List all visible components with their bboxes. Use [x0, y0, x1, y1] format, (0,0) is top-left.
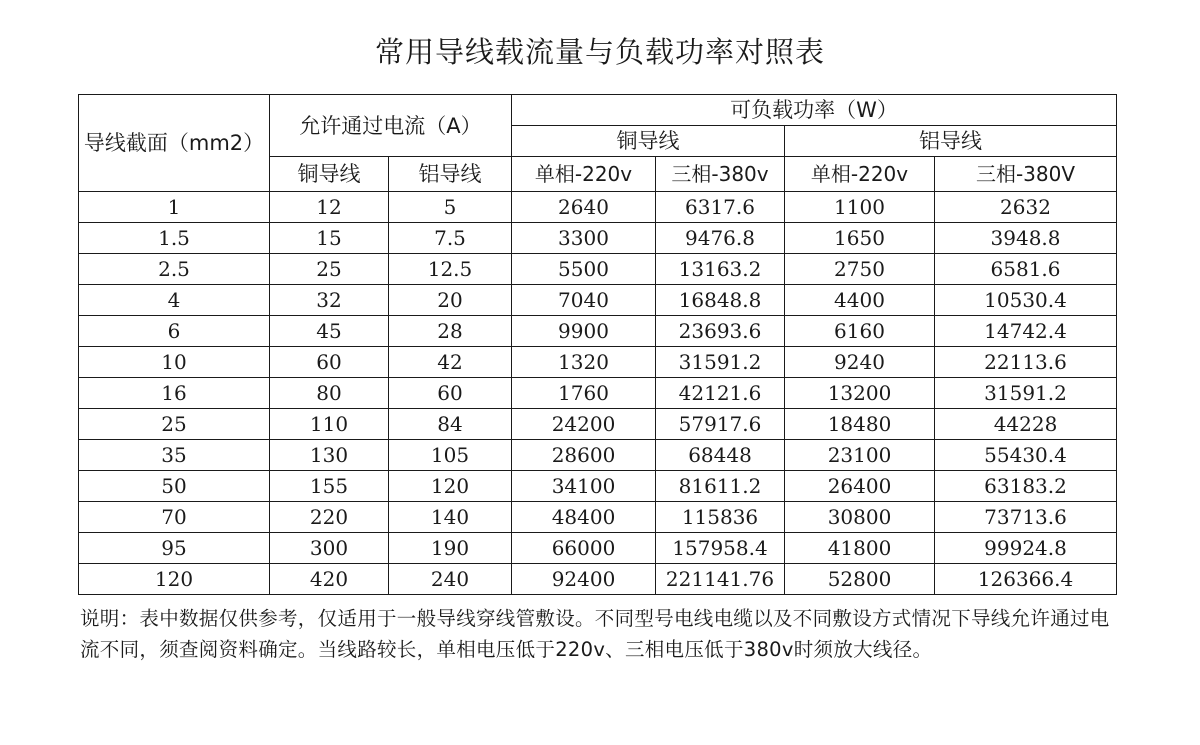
cell-aluminum-single-phase-power: 6160 — [785, 316, 935, 347]
cell-aluminum-three-phase-power: 73713.6 — [935, 502, 1117, 533]
table-row — [79, 254, 1117, 285]
cell-copper-current: 220 — [270, 502, 389, 533]
cell-copper-current: 130 — [270, 440, 389, 471]
table-row — [79, 502, 1117, 533]
cell-copper-single-phase-power: 3300 — [512, 223, 656, 254]
cell-cross-section: 1.5 — [79, 223, 270, 254]
header-load-power: 可负载功率（W） — [512, 95, 1117, 126]
cell-aluminum-current: 105 — [389, 440, 512, 471]
cell-copper-current: 32 — [270, 285, 389, 316]
cell-copper-single-phase-power: 1320 — [512, 347, 656, 378]
header-copper-wire: 铜导线 — [512, 126, 785, 157]
cell-aluminum-single-phase-power: 23100 — [785, 440, 935, 471]
cell-aluminum-current: 84 — [389, 409, 512, 440]
header-single-phase-al: 单相-220v — [785, 157, 935, 192]
cell-cross-section: 95 — [79, 533, 270, 564]
cell-cross-section: 50 — [79, 471, 270, 502]
table-row — [79, 564, 1117, 595]
cell-aluminum-three-phase-power: 6581.6 — [935, 254, 1117, 285]
cell-copper-three-phase-power: 13163.2 — [656, 254, 785, 285]
cell-cross-section: 6 — [79, 316, 270, 347]
cell-copper-three-phase-power: 16848.8 — [656, 285, 785, 316]
table-row — [79, 347, 1117, 378]
cell-aluminum-single-phase-power: 4400 — [785, 285, 935, 316]
cell-copper-three-phase-power: 115836 — [656, 502, 785, 533]
cell-copper-current: 25 — [270, 254, 389, 285]
cell-aluminum-single-phase-power: 26400 — [785, 471, 935, 502]
cell-aluminum-three-phase-power: 14742.4 — [935, 316, 1117, 347]
cell-cross-section: 4 — [79, 285, 270, 316]
cell-aluminum-current: 60 — [389, 378, 512, 409]
header-three-phase-al: 三相-380V — [935, 157, 1117, 192]
cell-copper-three-phase-power: 9476.8 — [656, 223, 785, 254]
cell-cross-section: 70 — [79, 502, 270, 533]
cell-copper-three-phase-power: 221141.76 — [656, 564, 785, 595]
cell-aluminum-three-phase-power: 3948.8 — [935, 223, 1117, 254]
header-aluminum: 铝导线 — [389, 157, 512, 192]
cell-copper-single-phase-power: 28600 — [512, 440, 656, 471]
cell-aluminum-single-phase-power: 41800 — [785, 533, 935, 564]
cell-copper-three-phase-power: 42121.6 — [656, 378, 785, 409]
cell-copper-single-phase-power: 24200 — [512, 409, 656, 440]
cell-copper-single-phase-power: 7040 — [512, 285, 656, 316]
cell-copper-single-phase-power: 92400 — [512, 564, 656, 595]
table-row — [79, 223, 1117, 254]
cell-aluminum-current: 240 — [389, 564, 512, 595]
cell-aluminum-single-phase-power: 1650 — [785, 223, 935, 254]
cell-aluminum-three-phase-power: 44228 — [935, 409, 1117, 440]
header-three-phase-cu: 三相-380v — [656, 157, 785, 192]
cell-aluminum-single-phase-power: 9240 — [785, 347, 935, 378]
header-aluminum-wire: 铝导线 — [785, 126, 1117, 157]
cell-copper-current: 420 — [270, 564, 389, 595]
cell-cross-section: 1 — [79, 192, 270, 223]
table-row — [79, 471, 1117, 502]
header-cross-section: 导线截面（mm2） — [79, 95, 270, 192]
cell-copper-current: 60 — [270, 347, 389, 378]
cell-cross-section: 25 — [79, 409, 270, 440]
cell-copper-single-phase-power: 1760 — [512, 378, 656, 409]
cell-aluminum-current: 140 — [389, 502, 512, 533]
cell-copper-current: 12 — [270, 192, 389, 223]
cell-copper-three-phase-power: 68448 — [656, 440, 785, 471]
cell-copper-three-phase-power: 81611.2 — [656, 471, 785, 502]
table-row — [79, 409, 1117, 440]
cell-copper-current: 80 — [270, 378, 389, 409]
cell-aluminum-current: 28 — [389, 316, 512, 347]
cell-aluminum-three-phase-power: 2632 — [935, 192, 1117, 223]
cell-aluminum-three-phase-power: 22113.6 — [935, 347, 1117, 378]
cell-aluminum-single-phase-power: 2750 — [785, 254, 935, 285]
cell-aluminum-current: 12.5 — [389, 254, 512, 285]
header-single-phase-cu: 单相-220v — [512, 157, 656, 192]
cell-aluminum-current: 120 — [389, 471, 512, 502]
cell-aluminum-current: 7.5 — [389, 223, 512, 254]
cell-aluminum-three-phase-power: 63183.2 — [935, 471, 1117, 502]
reference-table — [78, 94, 1117, 595]
cell-copper-single-phase-power: 5500 — [512, 254, 656, 285]
cell-aluminum-single-phase-power: 1100 — [785, 192, 935, 223]
cell-aluminum-current: 20 — [389, 285, 512, 316]
table-row — [79, 533, 1117, 564]
header-allowed-current: 允许通过电流（A） — [270, 95, 512, 157]
cell-aluminum-three-phase-power: 55430.4 — [935, 440, 1117, 471]
cell-copper-single-phase-power: 9900 — [512, 316, 656, 347]
cell-aluminum-current: 5 — [389, 192, 512, 223]
cell-copper-current: 300 — [270, 533, 389, 564]
cell-copper-current: 15 — [270, 223, 389, 254]
cell-aluminum-single-phase-power: 30800 — [785, 502, 935, 533]
cell-copper-single-phase-power: 66000 — [512, 533, 656, 564]
table-row — [79, 285, 1117, 316]
page-title: 常用导线载流量与负载功率对照表 — [374, 35, 825, 69]
cell-copper-three-phase-power: 31591.2 — [656, 347, 785, 378]
cell-aluminum-three-phase-power: 126366.4 — [935, 564, 1117, 595]
cell-copper-single-phase-power: 2640 — [512, 192, 656, 223]
cell-copper-current: 110 — [270, 409, 389, 440]
cell-cross-section: 120 — [79, 564, 270, 595]
cell-copper-three-phase-power: 157958.4 — [656, 533, 785, 564]
cell-copper-three-phase-power: 6317.6 — [656, 192, 785, 223]
cell-cross-section: 2.5 — [79, 254, 270, 285]
cell-aluminum-current: 190 — [389, 533, 512, 564]
table-row — [79, 378, 1117, 409]
cell-copper-single-phase-power: 48400 — [512, 502, 656, 533]
cell-aluminum-single-phase-power: 18480 — [785, 409, 935, 440]
cell-aluminum-single-phase-power: 52800 — [785, 564, 935, 595]
cell-copper-current: 45 — [270, 316, 389, 347]
cell-copper-single-phase-power: 34100 — [512, 471, 656, 502]
cell-aluminum-single-phase-power: 13200 — [785, 378, 935, 409]
table-row — [79, 316, 1117, 347]
note-text: 说明：表中数据仅供参考，仅适用于一般导线穿线管敷设。不同型号电线电缆以及不同敷设方式情况下导线允许通过电流不同，须查阅资料确定。当线路较长，单相电压低于220v、三相电压低于380v时须放大线径。 — [80, 607, 1110, 661]
cell-aluminum-three-phase-power: 10530.4 — [935, 285, 1117, 316]
cell-cross-section: 35 — [79, 440, 270, 471]
cell-copper-three-phase-power: 57917.6 — [656, 409, 785, 440]
header-row-1 — [79, 95, 1117, 126]
cell-aluminum-three-phase-power: 31591.2 — [935, 378, 1117, 409]
cell-aluminum-three-phase-power: 99924.8 — [935, 533, 1117, 564]
table-row — [79, 440, 1117, 471]
cell-aluminum-current: 42 — [389, 347, 512, 378]
cell-cross-section: 16 — [79, 378, 270, 409]
header-copper: 铜导线 — [270, 157, 389, 192]
cell-copper-current: 155 — [270, 471, 389, 502]
cell-copper-three-phase-power: 23693.6 — [656, 316, 785, 347]
table-row — [79, 192, 1117, 223]
cell-cross-section: 10 — [79, 347, 270, 378]
